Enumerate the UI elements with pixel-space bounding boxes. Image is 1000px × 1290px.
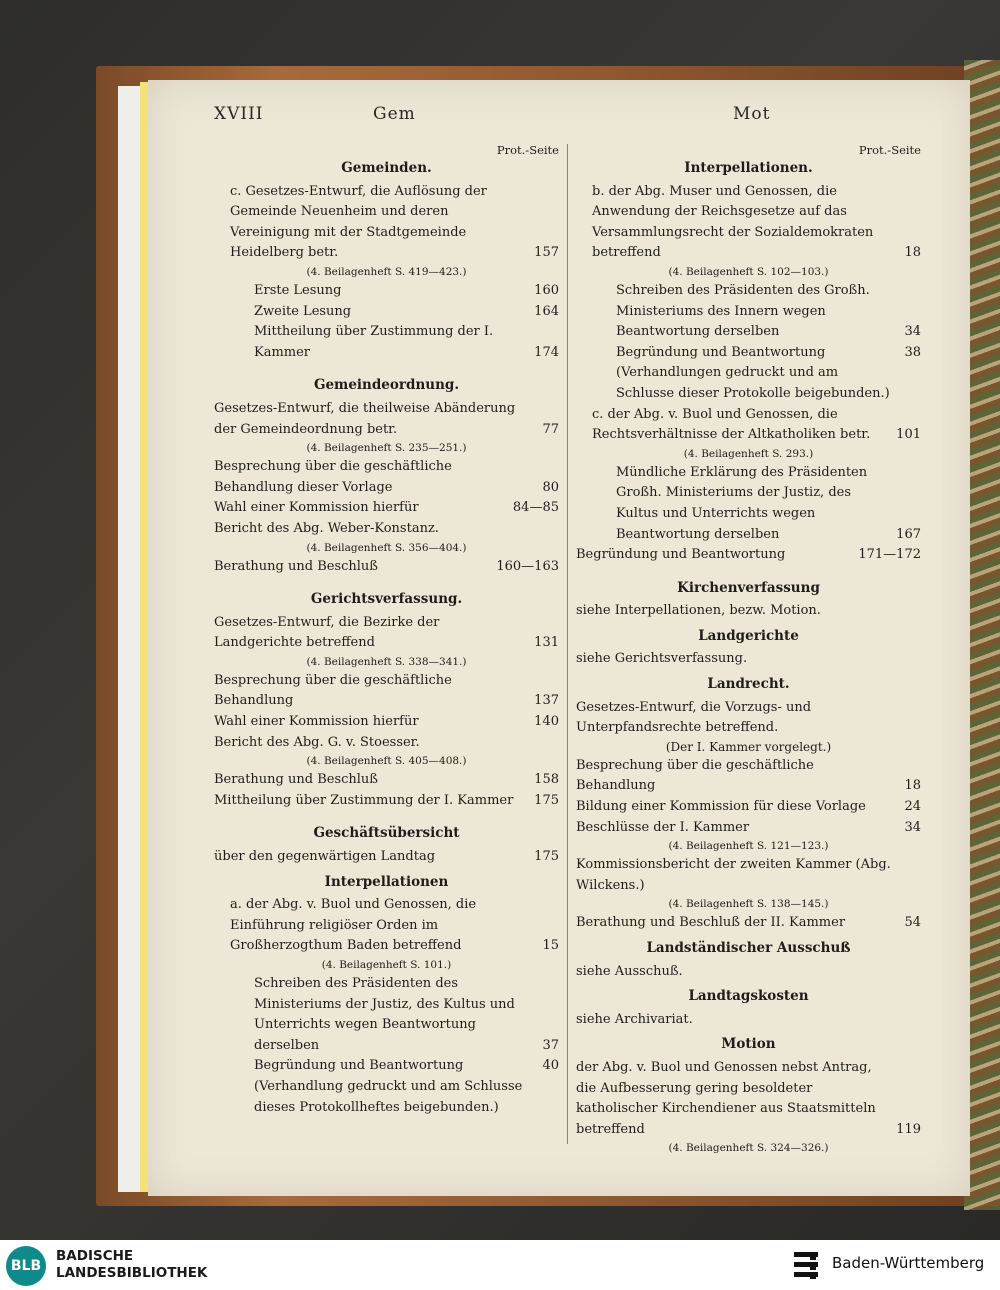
index-entry [214,182,559,264]
entry-text: Berathung und Beschluß [214,772,378,788]
page-ref: 131 [534,635,559,651]
entry-text: Mittheilung über Zustimmung der I. Kammer [214,792,514,808]
index-entry [214,974,559,1056]
page-ref: 40 [542,1058,559,1074]
entry-text: Bildung einer Kommission für diese Vorlage [576,799,866,815]
page-ref: 37 [542,1037,559,1053]
page-ref: 18 [904,245,921,261]
page-ref: 38 [904,344,921,360]
entry-text: Mündliche Erklärung des Präsidenten Großh. Ministeriums der Justiz, des Kultus und Unterrichts wegen Beantwortung derselben [616,464,868,542]
index-entry [214,733,559,754]
entry-text: Wahl einer Kommission hierfür [214,714,419,730]
supplement-ref: (4. Beilagenheft S. 102—103.) [668,265,829,278]
index-entry [214,399,559,440]
entry-text: c. der Abg. v. Buol und Genossen, die Rechtsverhältnisse der Altkatholiken betr. [592,406,871,443]
entry-text: Schreiben des Präsidenten des Großh. Ministeriums des Innern wegen Beantwortung derselben [616,282,870,340]
page-ref: 101 [896,427,921,443]
page-ref: 18 [904,778,921,794]
entry-text: siehe Archivariat. [576,1011,693,1027]
index-entry [576,463,921,545]
entry-text: Bericht des Abg. G. v. Stoesser. [214,734,420,750]
supplement-ref: (4. Beilagenheft S. 405—408.) [306,755,467,768]
entry-text: (Verhandlungen gedruckt und am Schlusse dieser Protokolle beigebunden.) [616,365,890,401]
supplement-ref: (4. Beilagenheft S. 121—123.) [668,840,829,853]
section-title: Landgerichte [698,627,799,644]
index-entry [214,1077,559,1118]
entry-text: über den gegenwärtigen Landtag [214,849,436,865]
index-entry [214,498,559,519]
library-name[interactable] [56,1248,207,1282]
entry-text: Erste Lesung [254,282,342,298]
supplement-ref: (4. Beilagenheft S. 138—145.) [668,898,829,911]
section-title: Interpellationen [324,873,449,890]
index-entry [214,1056,559,1077]
page-ref: 174 [534,344,559,360]
index-entry [214,895,559,957]
supplement-ref: (4. Beilagenheft S. 293.) [683,447,814,460]
entry-text: Gesetzes-Entwurf, die theilweise Abänderung der Gemeindeordnung betr. [214,400,516,437]
index-entry [576,343,921,364]
index-entry [214,770,559,791]
entry-text: Wahl einer Kommission hierfür [214,500,419,516]
entry-text: siehe Ausschuß. [576,963,683,979]
page-ref: 15 [542,938,559,954]
index-entry [576,281,921,343]
state-label[interactable]: Baden-Württemberg [832,1254,985,1272]
page-ref: 24 [904,799,921,815]
supplement-ref: (4. Beilagenheft S. 101.) [321,959,452,971]
page-ref: 34 [904,819,921,835]
entry-text: Kommissionsbericht der zweiten Kammer (Abg. Wilckens.) [576,857,891,893]
entry-text: Gesetzes-Entwurf, die Bezirke der Landgerichte betreffend [214,614,440,651]
index-entry [214,519,559,540]
page-ref: 34 [904,324,921,340]
entry-text: b. der Abg. Muser und Genossen, die Anwendung der Reichsgesetze auf das Versammlungsrecht der Sozialdemokraten betreffend [592,183,874,261]
index-entry [214,302,559,323]
blb-logo[interactable]: BLB [6,1246,46,1286]
page-ref: 160—163 [496,558,559,574]
entry-text: a. der Abg. v. Buol und Genossen, die Einführung religiöser Orden im Großherzogthum Baden betreffend [230,897,477,954]
section-title: Gerichtsverfassung. [310,591,463,608]
index-entry [576,962,921,983]
index-entry [576,1010,921,1031]
page-ref: 171—172 [858,547,921,563]
supplement-ref: (4. Beilagenheft S. 419—423.) [306,265,467,278]
supplement-ref: (4. Beilagenheft S. 324—326.) [668,1142,829,1155]
index-entry [214,557,559,578]
entry-text: Berathung und Beschluß der II. Kammer [576,915,846,931]
index-entry [576,363,921,404]
entry-text: Zweite Lesung [254,303,352,319]
index-entry [576,698,921,739]
index-entry [214,613,559,654]
index-entry [576,601,921,622]
running-head-left: Gem [373,104,416,124]
page-ref: 119 [896,1121,921,1137]
entry-text: siehe Gerichtsverfassung. [576,651,748,667]
left-leaf [118,86,140,1192]
page-number: XVIII [214,104,264,124]
page-ref: 160 [534,282,559,298]
page-ref: 140 [534,714,559,730]
page-ref: 137 [534,693,559,709]
section-title: Motion [721,1036,776,1053]
section-title: Gemeinden. [341,160,432,176]
page-ref: 167 [896,526,921,542]
column-divider [567,144,568,1144]
right-column [576,140,921,1157]
index-entry [576,756,921,797]
entry-text: der Abg. v. Buol und Genossen nebst Antrag, die Aufbesserung gering besoldeter katholischer Kirchendiener aus Staatsmitteln betreffend [576,1059,876,1137]
page-ref: 157 [534,245,559,261]
index-entry [214,671,559,712]
section-title: Interpellationen. [684,160,813,176]
entry-text: siehe Interpellationen, bezw. Motion. [576,603,821,619]
column-header: Prot.-Seite [858,143,921,157]
supplement-ref: (Der I. Kammer vorgelegt.) [665,739,832,754]
page-ref: 175 [534,849,559,865]
page-ref: 175 [534,792,559,808]
entry-text: Beschlüsse der I. Kammer [576,819,750,835]
page-ref: 77 [542,421,559,437]
index-page [148,80,970,1196]
entry-text: Begründung und Beantwortung [254,1058,464,1074]
left-column [214,140,559,1118]
index-entry [214,322,559,363]
index-entry [214,457,559,498]
index-entry [576,545,921,566]
entry-text: Begründung und Beantwortung [576,547,786,563]
entry-text: Gesetzes-Entwurf, die Vorzugs- und Unterpfandsrechte betreffend. [576,699,812,736]
library-name-line1: BADISCHE [56,1248,134,1264]
viewer-footer [0,1240,1000,1290]
index-entry [576,855,921,896]
index-entry [576,649,921,670]
index-entry [214,847,559,868]
page-ref: 158 [534,772,559,788]
entry-text: Begründung und Beantwortung [616,344,826,360]
section-title: Landständischer Ausschuß [646,940,851,956]
page-ref: 54 [904,915,921,931]
section-title: Geschäftsübersicht [313,825,460,842]
index-entry [214,712,559,733]
entry-text: c. Gesetzes-Entwurf, die Auflösung der Gemeinde Neuenheim und deren Vereinigung mit der Stadtgemeinde Heidelberg betr. [230,183,487,261]
running-head-right: Mot [733,104,771,124]
page-ref: 80 [542,479,559,495]
section-title: Landrecht. [707,676,790,693]
section-title: Kirchenverfassung [677,579,820,596]
index-entry [576,913,921,934]
entry-text: (Verhandlung gedruckt und am Schlusse dieses Protokollheftes beigebunden.) [254,1078,523,1115]
page-ref: 164 [534,303,559,319]
section-title: Gemeindeordnung. [313,377,460,394]
three-lions-coat-of-arms-icon [790,1249,822,1281]
entry-text: Besprechung über die geschäftliche Behandlung dieser Vorlage [214,459,452,495]
entry-text: Schreiben des Präsidenten des Ministeriums der Justiz, des Kultus und Unterrichts wegen Beantwortung derselben [254,976,515,1053]
index-entry [576,1058,921,1140]
supplement-ref: (4. Beilagenheft S. 338—341.) [306,655,467,668]
entry-text: Besprechung über die geschäftliche Behandlung [214,672,452,709]
library-name-line2: LANDESBIBLIOTHEK [56,1265,208,1281]
index-entry [576,182,921,264]
index-entry [576,405,921,446]
page-ref: 84—85 [512,500,559,516]
entry-text: Mittheilung über Zustimmung der I. Kammer [254,324,494,360]
supplement-ref: (4. Beilagenheft S. 356—404.) [306,541,467,554]
index-entry [214,281,559,302]
entry-text: Besprechung über die geschäftliche Behandlung [576,757,814,794]
supplement-ref: (4. Beilagenheft S. 235—251.) [306,442,467,455]
index-entry [214,791,559,812]
entry-text: Berathung und Beschluß [214,558,378,574]
section-title: Landtagskosten [688,988,809,1005]
entry-text: Bericht des Abg. Weber-Konstanz. [214,520,439,536]
column-header: Prot.-Seite [496,143,559,157]
index-entry [576,797,921,818]
index-entry [576,818,921,839]
